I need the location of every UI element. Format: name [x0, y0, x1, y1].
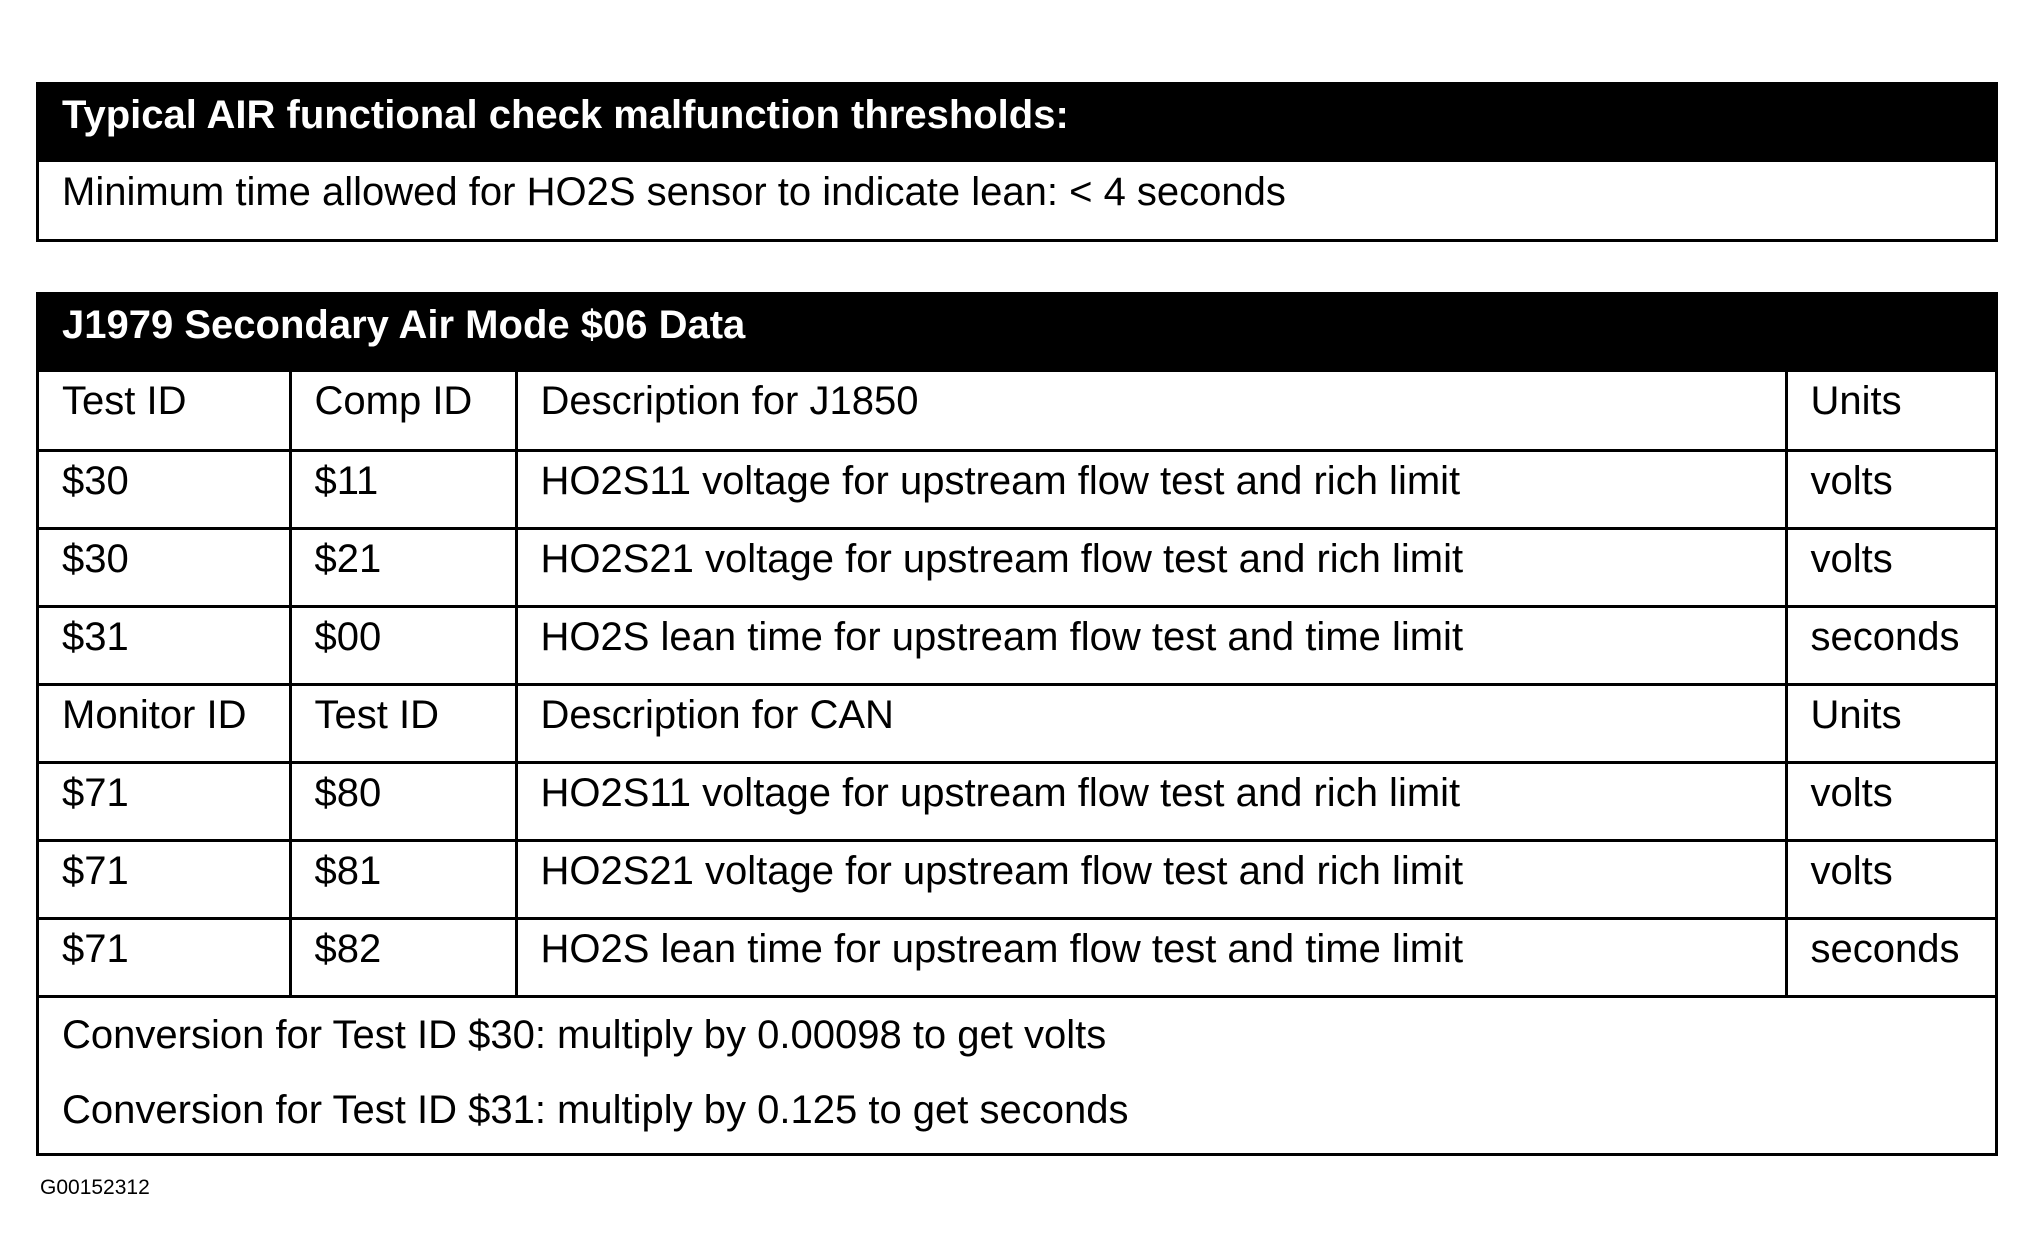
conversion-note: Conversion for Test ID $31: multiply by 0.125 to get seconds	[62, 1087, 1129, 1132]
table-row	[39, 450, 1995, 528]
description-cell: HO2S11 voltage for upstream flow test and rich limit	[516, 762, 1786, 840]
table-row	[39, 840, 1995, 918]
table-row	[39, 684, 1995, 762]
id-cell: $30	[39, 528, 290, 606]
comp-cell: Test ID	[290, 684, 516, 762]
id-cell: Monitor ID	[39, 684, 290, 762]
mode06-title: J1979 Secondary Air Mode $06 Data	[39, 295, 1995, 372]
comp-cell: Comp ID	[290, 372, 516, 450]
description-cell: HO2S21 voltage for upstream flow test and rich limit	[516, 840, 1786, 918]
thresholds-text: Minimum time allowed for HO2S sensor to indicate lean: < 4 seconds	[62, 170, 1286, 214]
id-cell: $30	[39, 450, 290, 528]
units-cell: volts	[1786, 528, 1995, 606]
table-row	[39, 528, 1995, 606]
mode06-table	[39, 372, 1995, 998]
units-cell: Units	[1786, 372, 1995, 450]
id-cell: $71	[39, 918, 290, 996]
comp-cell: $21	[290, 528, 516, 606]
comp-cell: $81	[290, 840, 516, 918]
comp-cell: $00	[290, 606, 516, 684]
comp-cell: $82	[290, 918, 516, 996]
units-cell: volts	[1786, 840, 1995, 918]
description-cell: Description for J1850	[516, 372, 1786, 450]
thresholds-title: Typical AIR functional check malfunction thresholds:	[39, 85, 1995, 162]
comp-cell: $80	[290, 762, 516, 840]
id-cell: Test ID	[39, 372, 290, 450]
table-row	[39, 606, 1995, 684]
units-cell: seconds	[1786, 918, 1995, 996]
conversion-notes	[39, 998, 1995, 1148]
description-cell: Description for CAN	[516, 684, 1786, 762]
units-cell: volts	[1786, 762, 1995, 840]
id-cell: $71	[39, 840, 290, 918]
description-cell: HO2S lean time for upstream flow test and time limit	[516, 606, 1786, 684]
comp-cell: $11	[290, 450, 516, 528]
units-cell: seconds	[1786, 606, 1995, 684]
description-cell: HO2S lean time for upstream flow test and time limit	[516, 918, 1786, 996]
id-cell: $71	[39, 762, 290, 840]
table-row	[39, 918, 1995, 996]
units-cell: Units	[1786, 684, 1995, 762]
description-cell: HO2S21 voltage for upstream flow test and rich limit	[516, 528, 1786, 606]
figure-id: G00152312	[40, 1176, 150, 1199]
table-row	[39, 372, 1995, 450]
thresholds-box	[36, 82, 1998, 242]
id-cell: $31	[39, 606, 290, 684]
units-cell: volts	[1786, 450, 1995, 528]
mode06-box	[36, 292, 1998, 1156]
conversion-note: Conversion for Test ID $30: multiply by 0.00098 to get volts	[62, 1012, 1107, 1057]
description-cell: HO2S11 voltage for upstream flow test and rich limit	[516, 450, 1786, 528]
table-row	[39, 762, 1995, 840]
